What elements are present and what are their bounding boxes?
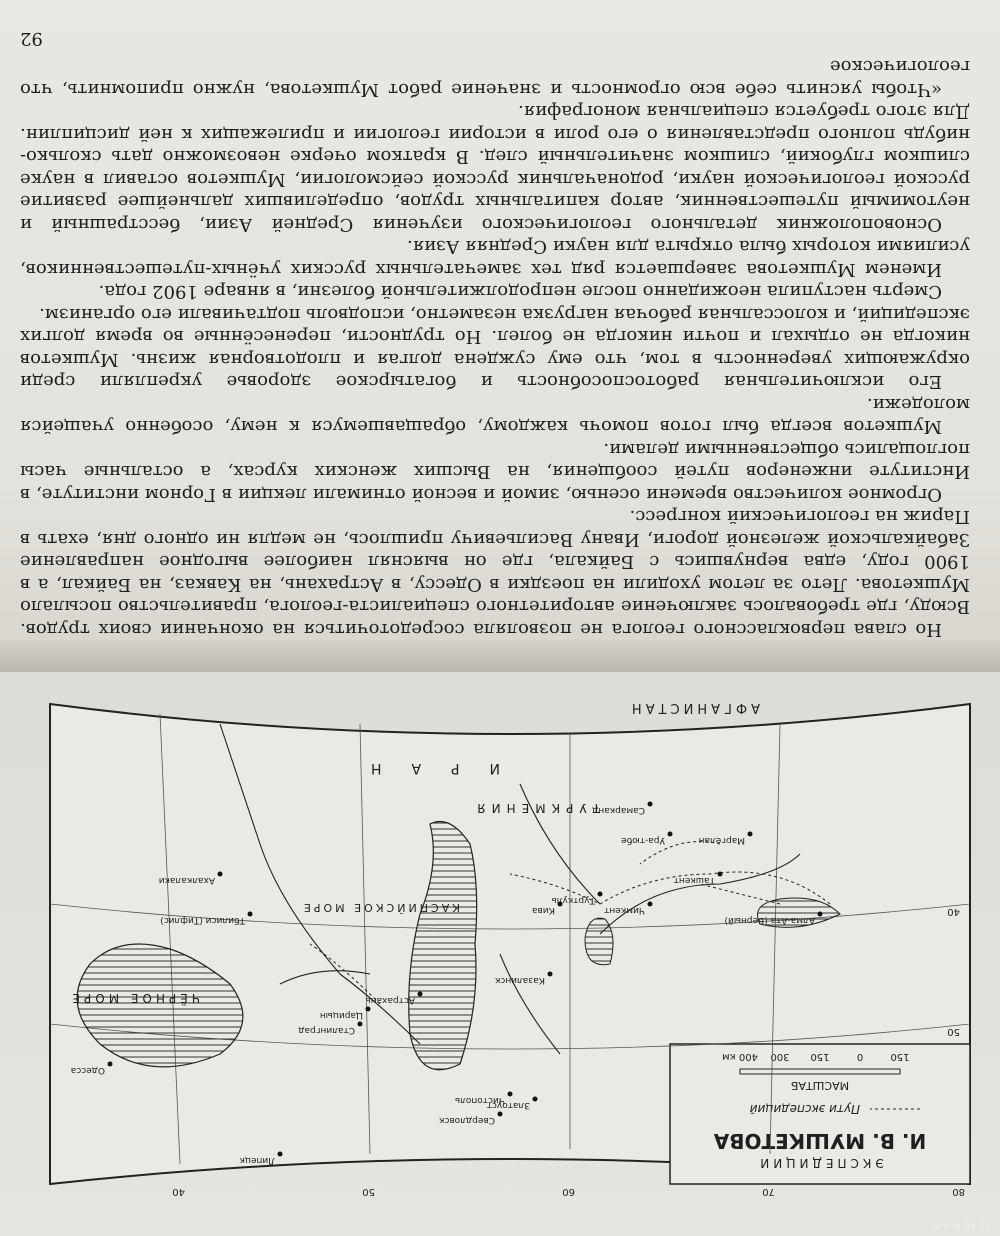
sea-label: КАСПИЙСКОЕ МОРЕ <box>300 901 460 914</box>
city-label: Самарканд <box>592 805 645 815</box>
map-supertitle: ЭКСПЕДИЦИИ <box>756 1156 884 1170</box>
city-label: Кива <box>531 905 555 915</box>
city-label: Ура-тюбе <box>621 835 665 845</box>
lon-label: 50 <box>362 1186 375 1197</box>
city-label: Ташкент <box>673 875 715 885</box>
map-svg <box>40 684 980 1204</box>
country-label: ИРАН <box>340 760 500 776</box>
city-dot <box>508 1092 513 1097</box>
city-label: Алма-Ата (Верный) <box>724 915 815 925</box>
city-dot <box>548 972 553 977</box>
scale-tick-label: 0 <box>856 1051 864 1062</box>
lon-label: 40 <box>172 1186 185 1197</box>
city-dot <box>668 832 673 837</box>
city-label: Одесса <box>70 1065 105 1075</box>
expedition-map <box>40 684 980 1204</box>
city-dot <box>533 1097 538 1102</box>
city-label: Златоуст <box>486 1100 530 1110</box>
lon-label: 80 <box>952 1186 965 1197</box>
city-label: Сталинград <box>298 1025 355 1035</box>
city-dot <box>648 802 653 807</box>
paragraph: Основоположник детального геологического изучения Средней Азии, бесстрашный и неутомимый путешественник, автор капитальных трудов, определивших дальнейшее развитие русской геологической науки, родоначальник русской сейсмологии, Мушкетов оставил в науке слишком глубокий, слишком значительный след. В кратком очерке невозможно дать сколько-нибудь полного представления о его роли в истории геологии и прилежащих к ней дисциплин. Для этого требуется специальная монография. <box>20 101 970 235</box>
city-label: Астрахань <box>365 995 415 1005</box>
page-number: 92 <box>20 28 43 49</box>
city-dot <box>718 872 723 877</box>
country-label: АФГАНИСТАН <box>627 700 760 715</box>
city-dot <box>648 902 653 907</box>
scale-tick-label: 400 км <box>722 1051 758 1062</box>
paragraph: Огромное количество времени осенью, зимой и весной отнимали лекции в Горном институте, в Институте инженеров путей сообщения, на Высших женских курсах, а остальные часы поглощались общественными делами. <box>20 439 970 505</box>
lon-label: 70 <box>762 1186 775 1197</box>
city-dot <box>418 992 423 997</box>
scale-tick-label: 150 <box>890 1051 910 1062</box>
city-dot <box>598 892 603 897</box>
city-dot <box>748 832 753 837</box>
paragraph: Смерть наступила неожиданно после непродолжительной болезни, в январе 1902 года. <box>98 281 942 303</box>
scale-tick-label: 300 <box>770 1051 790 1062</box>
city-label: Свердловск <box>438 1115 495 1125</box>
country-label: ТУРКМЕНИЯ <box>471 801 600 815</box>
map-title: И. В. МУШКЕТОВА <box>713 1129 927 1153</box>
lat-label: 40 <box>947 906 960 917</box>
city-dot <box>278 1152 283 1157</box>
city-label: Царицын <box>319 1010 363 1020</box>
paragraph: Но слава первоклассного геолога не позволяла сосредоточиться на окончании своих трудов. Всюду, где требовалось заключение авторитетного специалиста-геолога, правительство посылало Мушкетова. Лето за летом уходили на поездки в Одессу, в Астрахань, на Кавказ, на Байкал, а в 1900 году, едва вернувшись с Байкала, где он выяснял наиболее выгодное направление Забайкальской железной дороги, Ивану Васильевичу пришлось, не медля ни одного дня, ехать в Париж на геологический конгресс. <box>20 506 970 640</box>
city-label: Ахалкалаки <box>158 875 215 885</box>
city-dot <box>358 1022 363 1027</box>
city-label: Турткуль <box>551 895 595 905</box>
city-label: Тбилиси (Тифлис) <box>160 915 245 925</box>
city-label: Чимкент <box>604 905 645 915</box>
paragraph: Мушкетов всегда был готов помочь каждому, обращавшемуся к нему, особенно учащейся молодежи. <box>20 394 970 438</box>
watermark: www.ay.by <box>933 1219 992 1232</box>
city-dot <box>818 912 823 917</box>
legend-label: Пути экспедиций <box>749 1102 860 1116</box>
scale-title: МАСШТАБ <box>790 1079 850 1092</box>
lat-label: 50 <box>947 1026 960 1037</box>
paragraph: Именем Мушкетова завершается ряд тех замечательных русских учёных-путешественников, усилиями которых была открыта для науки Средняя Азия. <box>20 236 970 280</box>
city-label: Маргелан <box>698 835 745 845</box>
city-label: Чистополь <box>454 1095 505 1105</box>
city-dot <box>248 912 253 917</box>
city-dot <box>366 1007 371 1012</box>
map-page <box>0 672 1000 1236</box>
city-label: Липецк <box>239 1155 275 1165</box>
scale-tick-label: 150 <box>810 1051 830 1062</box>
city-label: Казалинск <box>494 975 545 985</box>
paragraph: Его исключительная работоспособность и богатырское здоровье укрепляли среди окружающих уверенность в том, что ему суждена долгая и плодотворная жизнь. Мушкетов никогда не отдыхал и почти никогда не болел. Но трудности, перенесённые во время долгих экспедиций, и колоссальная рабочая нагрузка незаметно, исподволь подтачивали его организм. <box>20 304 970 393</box>
sea-label: ЧЁРНОЕ МОРЕ <box>68 991 200 1005</box>
paragraph: «Чтобы уяснить себе всю огромность и значение работ Мушкетова, нужно припомнить, что геологическое <box>20 56 970 100</box>
city-dot <box>498 1112 503 1117</box>
text-body <box>20 30 970 640</box>
city-dot <box>218 872 223 877</box>
lon-label: 60 <box>562 1186 575 1197</box>
city-dot <box>108 1062 113 1067</box>
